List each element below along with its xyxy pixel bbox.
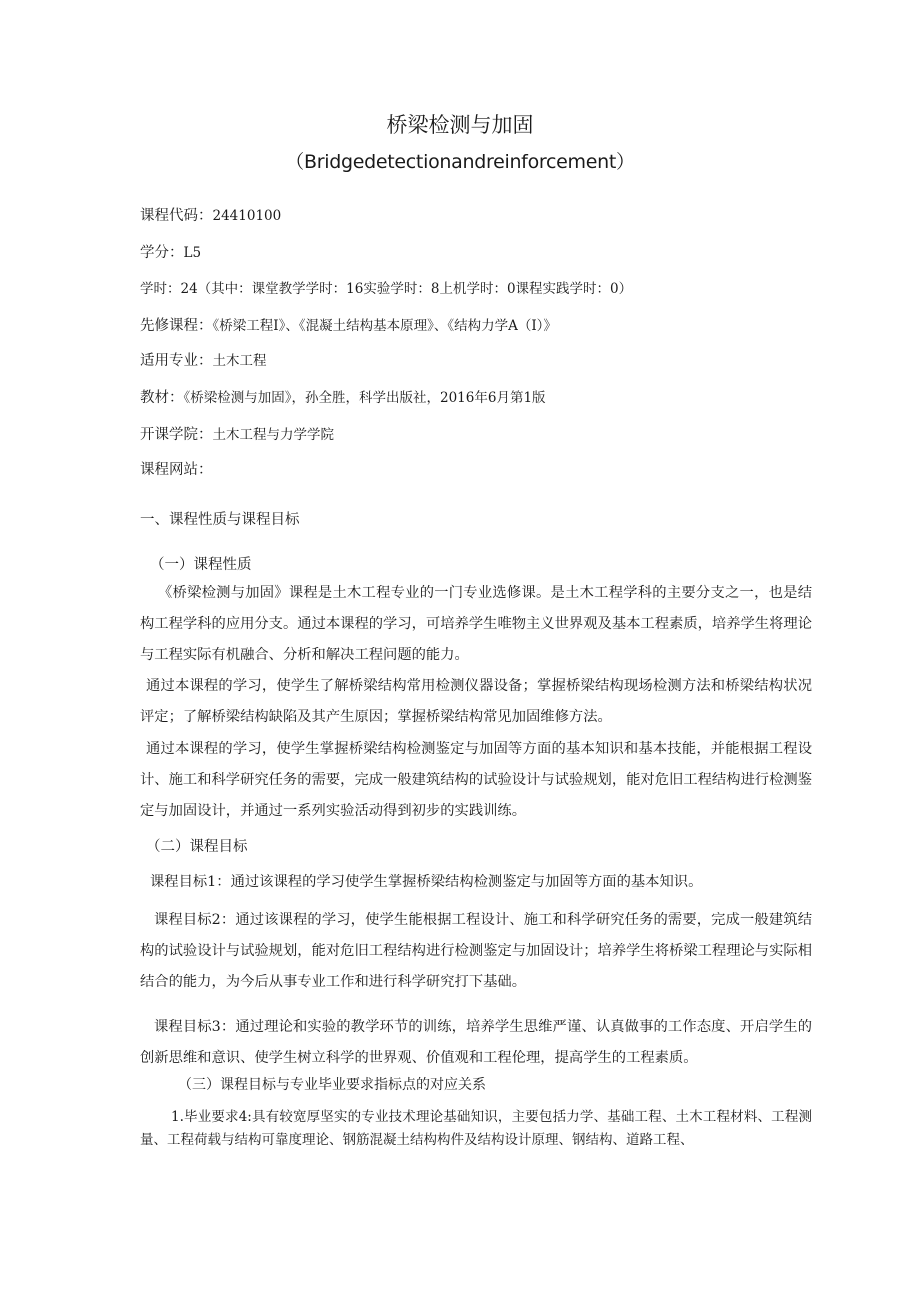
subsection-mapping-heading: （三）课程目标与专业毕业要求指标点的对应关系 bbox=[178, 1077, 486, 1093]
goal-2: 课程目标2：通过该课程的学习，使学生能根据工程设计、施工和科学研究任务的需要，完成一般建筑结构的试验设计与试验规划，能对危旧工程结构进行检测鉴定与加固设计；培养学生将桥梁工程理论与实际相结合的能力，为今后从事专业工作和进行科学研究打下基础。 bbox=[140, 912, 812, 990]
textbook-label: 教材： bbox=[140, 390, 184, 406]
textbook-line bbox=[140, 386, 546, 407]
course-code-value: 24410100 bbox=[212, 208, 282, 224]
course-title: 桥梁检测与加固 bbox=[386, 113, 534, 137]
website-line bbox=[140, 458, 213, 479]
credit-line bbox=[140, 241, 201, 262]
major-value: 土木工程 bbox=[212, 353, 267, 369]
prereq-line bbox=[140, 314, 557, 335]
prereq-label: 先修课程： bbox=[140, 318, 213, 334]
course-subtitle: （Bridgedetectionandreinforcement） bbox=[285, 151, 635, 173]
nature-paragraph-3: 通过本课程的学习，使学生掌握桥梁结构检测鉴定与加固等方面的基本知识和基本技能，并能根据工程设计、施工和科学研究任务的需要，完成一般建筑结构的试验设计与试验规划，能对危旧工程结构进行检测鉴定与加固设计，并通过一系列实验活动得到初步的实践训练。 bbox=[140, 741, 812, 819]
credit-value: L5 bbox=[183, 245, 202, 261]
nature-paragraph-2: 通过本课程的学习，使学生了解桥梁结构常用检测仪器设备；掌握桥梁结构现场检测方法和桥梁结构状况评定；了解桥梁结构缺陷及其产生原因；掌握桥梁结构常见加固维修方法。 bbox=[140, 678, 812, 725]
college-value: 土木工程与力学学院 bbox=[212, 427, 334, 443]
course-code-line bbox=[140, 204, 281, 225]
course-code-label: 课程代码： bbox=[140, 208, 213, 224]
goal-3: 课程目标3：通过理论和实验的教学环节的训练，培养学生思维严谨、认真做事的工作态度、开启学生的创新思维和意识、使学生树立科学的世界观、价值观和工程伦理，提高学生的工程素质。 bbox=[140, 1019, 812, 1066]
website-label: 课程网站： bbox=[140, 462, 213, 478]
college-line bbox=[140, 423, 334, 444]
requirement-1: 1.毕业要求4:具有较宽厚坚实的专业技术理论基础知识，主要包括力学、基础工程、土木工程材料、工程测量、工程荷载与结构可靠度理论、钢筋混凝土结构构件及结构设计原理、钢结构、道路工程、 bbox=[140, 1109, 812, 1148]
subsection-goals-heading: （二）课程目标 bbox=[146, 839, 248, 855]
hours-text: 学时：24（其中：课堂教学学时：16实验学时：8上机学时：0课程实践学时：0） bbox=[140, 281, 633, 297]
credit-label: 学分： bbox=[140, 245, 184, 261]
major-line bbox=[140, 349, 267, 370]
prereq-value: 《桥梁工程I》、《混凝土结构基本原理》、《结构力学A（I）》 bbox=[212, 318, 557, 334]
goal-1: 课程目标1：通过该课程的学习使学生掌握桥梁结构检测鉴定与加固等方面的基本知识。 bbox=[150, 874, 703, 890]
textbook-value: 《桥梁检测与加固》，孙全胜，科学出版社，2016年6月第1版 bbox=[183, 390, 546, 406]
hours-line bbox=[140, 277, 632, 297]
nature-paragraph-1: 《桥梁检测与加固》课程是土木工程专业的一门专业选修课。是土木工程学科的主要分支之一，也是结构工程学科的应用分支。通过本课程的学习，可培养学生唯物主义世界观及基本工程素质，培养学生将理论与工程实际有机融合、分析和解决工程问题的能力。 bbox=[140, 585, 812, 663]
college-label: 开课学院： bbox=[140, 427, 213, 443]
major-label: 适用专业： bbox=[140, 353, 213, 369]
section-1-heading: 一、课程性质与课程目标 bbox=[140, 512, 300, 528]
subsection-nature-heading: （一）课程性质 bbox=[150, 557, 252, 573]
